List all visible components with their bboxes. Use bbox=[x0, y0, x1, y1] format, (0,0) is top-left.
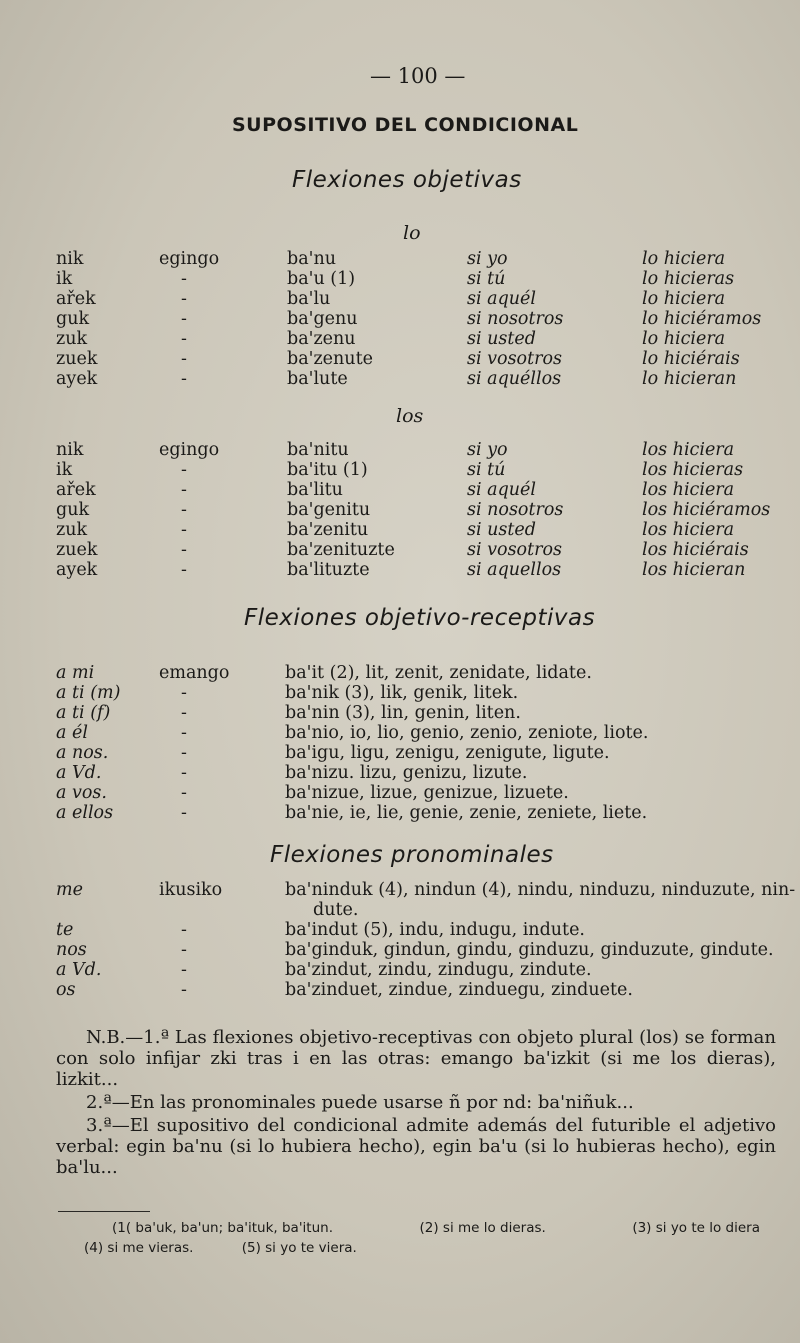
meaning-cell: los hiciera bbox=[642, 480, 735, 500]
verb-cell: - bbox=[181, 920, 187, 940]
forms-text: ba'it (2), lit, zenit, zenidate, lidate. bbox=[285, 663, 592, 683]
table-row bbox=[56, 783, 648, 803]
form-cell: ba'lu bbox=[287, 289, 331, 309]
forms-cell bbox=[285, 920, 795, 940]
forms-text: ba'ninduk (4), nindun (4), nindu, ninduzu, ninduzute, nin- bbox=[285, 880, 796, 900]
table-row bbox=[56, 940, 795, 960]
verb-cell: egingo bbox=[159, 249, 220, 269]
form-cell: ba'zenu bbox=[287, 329, 356, 349]
table-row bbox=[56, 723, 648, 743]
recipient-cell: a ti (f) bbox=[56, 703, 111, 723]
meaning-cell: los hicieran bbox=[642, 560, 746, 580]
verb-cell: - bbox=[181, 783, 187, 803]
forms-cell bbox=[285, 743, 648, 763]
note-2: 2.ª—En las pronominales puede usarse ñ por nd: ba'niñuk... bbox=[86, 1092, 634, 1113]
form-cell: ba'nitu bbox=[287, 440, 349, 460]
forms-text: ba'ginduk, gindun, gindu, ginduzu, ginduzute, gindute. bbox=[285, 940, 774, 960]
meaning-cell: los hicieras bbox=[642, 460, 744, 480]
si-cell: si usted bbox=[467, 329, 536, 349]
si-cell: si nosotros bbox=[467, 309, 564, 329]
footnote-divider bbox=[58, 1211, 150, 1212]
forms-text: ba'nizue, lizue, genizue, lizuete. bbox=[285, 783, 569, 803]
verb-cell: - bbox=[181, 500, 187, 520]
note-1: N.B.—1.ª Las flexiones objetivo-receptivas con objeto plural (los) se forman con solo infijar zki tras i en las otras: emango ba'izkit (si me los dieras), lizkit... bbox=[56, 1027, 776, 1090]
verb-cell: ikusiko bbox=[159, 880, 223, 900]
meaning-cell: lo hiciérais bbox=[642, 349, 740, 369]
form-cell: ba'u (1) bbox=[287, 269, 356, 289]
recipient-cell: a ti (m) bbox=[56, 683, 121, 703]
group-heading-los: los bbox=[396, 405, 424, 427]
table-row bbox=[56, 480, 770, 500]
subject-cell: zuk bbox=[56, 329, 88, 349]
si-cell: si vosotros bbox=[467, 349, 562, 369]
subject-cell: guk bbox=[56, 500, 90, 520]
forms-text: ba'igu, ligu, zenigu, zenigute, ligute. bbox=[285, 743, 610, 763]
conjugation-table-los bbox=[56, 440, 770, 580]
verb-cell: - bbox=[181, 723, 187, 743]
form-cell: ba'nu bbox=[287, 249, 336, 269]
footnote-5: (5) si yo te viera. bbox=[241, 1240, 357, 1256]
table-row bbox=[56, 803, 648, 823]
verb-cell: - bbox=[181, 269, 187, 289]
form-cell: ba'genitu bbox=[287, 500, 371, 520]
si-cell: si aquél bbox=[467, 480, 537, 500]
verb-cell: - bbox=[181, 560, 187, 580]
meaning-cell: lo hiciera bbox=[642, 289, 726, 309]
table-row bbox=[56, 663, 648, 683]
table-row bbox=[56, 309, 761, 329]
page-title: SUPOSITIVO DEL CONDICIONAL bbox=[232, 114, 579, 136]
form-cell: ba'zenituzte bbox=[287, 540, 395, 560]
section-heading-objetivas: Flexiones objetivas bbox=[292, 167, 522, 193]
forms-cell bbox=[285, 803, 648, 823]
verb-cell: - bbox=[181, 309, 187, 329]
si-cell: si usted bbox=[467, 520, 536, 540]
footnote-1: (1( ba'uk, ba'un; ba'ituk, ba'itun. bbox=[112, 1220, 333, 1236]
conjugation-table-lo bbox=[56, 249, 761, 389]
forms-cell bbox=[285, 960, 795, 980]
subject-cell: ařek bbox=[56, 480, 96, 500]
forms-cell bbox=[285, 880, 795, 920]
recipient-cell: a ellos bbox=[56, 803, 114, 823]
table-row bbox=[56, 683, 648, 703]
forms-cell bbox=[285, 683, 648, 703]
forms-text: ba'nizu. lizu, genizu, lizute. bbox=[285, 763, 528, 783]
verb-cell: - bbox=[181, 540, 187, 560]
verb-cell: egingo bbox=[159, 440, 220, 460]
verb-cell: - bbox=[181, 460, 187, 480]
form-cell: ba'zenitu bbox=[287, 520, 369, 540]
forms-text: ba'zinduet, zindue, zinduegu, zinduete. bbox=[285, 980, 633, 1000]
section-heading-pronominales: Flexiones pronominales bbox=[270, 842, 554, 868]
si-cell: si yo bbox=[467, 440, 508, 460]
table-row bbox=[56, 500, 770, 520]
verb-cell: - bbox=[181, 743, 187, 763]
forms-continuation: dute. bbox=[313, 900, 359, 920]
si-cell: si nosotros bbox=[467, 500, 564, 520]
verb-cell: - bbox=[181, 329, 187, 349]
forms-cell bbox=[285, 703, 648, 723]
meaning-cell: los hiciéramos bbox=[642, 500, 771, 520]
forms-cell bbox=[285, 663, 648, 683]
table-row bbox=[56, 520, 770, 540]
group-heading-lo: lo bbox=[403, 222, 421, 244]
si-cell: si aquéllos bbox=[467, 369, 562, 389]
verb-cell: - bbox=[181, 369, 187, 389]
recipient-cell: a nos. bbox=[56, 743, 109, 763]
verb-cell: - bbox=[181, 683, 187, 703]
form-cell: ba'genu bbox=[287, 309, 358, 329]
table-row bbox=[56, 369, 761, 389]
verb-cell: - bbox=[181, 960, 187, 980]
si-cell: si tú bbox=[467, 269, 506, 289]
forms-text: ba'nie, ie, lie, genie, zenie, zeniete, liete. bbox=[285, 803, 648, 823]
table-row bbox=[56, 249, 761, 269]
recipient-cell: a Vd. bbox=[56, 960, 102, 980]
subject-cell: ayek bbox=[56, 560, 98, 580]
recipient-cell: os bbox=[56, 980, 76, 1000]
table-row bbox=[56, 960, 795, 980]
receptivas-table bbox=[56, 663, 648, 823]
verb-cell: - bbox=[181, 703, 187, 723]
meaning-cell: lo hiciera bbox=[642, 249, 726, 269]
verb-cell: - bbox=[181, 349, 187, 369]
table-row bbox=[56, 703, 648, 723]
forms-cell bbox=[285, 940, 795, 960]
footnote-2: (2) si me lo dieras. bbox=[419, 1220, 546, 1236]
forms-text: ba'nio, io, lio, genio, zenio, zeniote, liote. bbox=[285, 723, 649, 743]
verb-cell: emango bbox=[159, 663, 230, 683]
forms-cell bbox=[285, 980, 795, 1000]
table-row bbox=[56, 349, 761, 369]
subject-cell: guk bbox=[56, 309, 90, 329]
pronominales-table bbox=[56, 880, 795, 1000]
meaning-cell: los hiciera bbox=[642, 440, 735, 460]
forms-text: ba'nin (3), lin, genin, liten. bbox=[285, 703, 521, 723]
subject-cell: ik bbox=[56, 460, 73, 480]
table-row bbox=[56, 880, 795, 920]
forms-cell bbox=[285, 763, 648, 783]
table-row bbox=[56, 460, 770, 480]
table-row bbox=[56, 289, 761, 309]
table-row bbox=[56, 440, 770, 460]
meaning-cell: los hiciérais bbox=[642, 540, 749, 560]
si-cell: si aquél bbox=[467, 289, 537, 309]
verb-cell: - bbox=[181, 803, 187, 823]
si-cell: si tú bbox=[467, 460, 506, 480]
forms-cell bbox=[285, 783, 648, 803]
subject-cell: ayek bbox=[56, 369, 98, 389]
verb-cell: - bbox=[181, 480, 187, 500]
table-row bbox=[56, 269, 761, 289]
page-number: — 100 — bbox=[370, 64, 466, 88]
recipient-cell: a vos. bbox=[56, 783, 107, 803]
si-cell: si vosotros bbox=[467, 540, 562, 560]
verb-cell: - bbox=[181, 289, 187, 309]
table-row bbox=[56, 560, 770, 580]
footnotes bbox=[56, 1218, 776, 1258]
recipient-cell: te bbox=[56, 920, 74, 940]
subject-cell: zuk bbox=[56, 520, 88, 540]
verb-cell: - bbox=[181, 763, 187, 783]
table-row bbox=[56, 743, 648, 763]
form-cell: ba'itu (1) bbox=[287, 460, 368, 480]
meaning-cell: lo hicieran bbox=[642, 369, 737, 389]
subject-cell: zuek bbox=[56, 540, 98, 560]
form-cell: ba'zenute bbox=[287, 349, 373, 369]
subject-cell: ik bbox=[56, 269, 73, 289]
recipient-cell: nos bbox=[56, 940, 87, 960]
meaning-cell: lo hiciera bbox=[642, 329, 726, 349]
form-cell: ba'litu bbox=[287, 480, 343, 500]
recipient-cell: a Vd. bbox=[56, 763, 102, 783]
verb-cell: - bbox=[181, 940, 187, 960]
si-cell: si aquellos bbox=[467, 560, 562, 580]
recipient-cell: me bbox=[56, 880, 83, 900]
meaning-cell: los hiciera bbox=[642, 520, 735, 540]
subject-cell: zuek bbox=[56, 349, 98, 369]
subject-cell: ařek bbox=[56, 289, 96, 309]
section-heading-receptivas: Flexiones objetivo-receptivas bbox=[244, 605, 596, 631]
footnote-4: (4) si me vieras. bbox=[84, 1240, 194, 1256]
table-row bbox=[56, 329, 761, 349]
subject-cell: nik bbox=[56, 440, 84, 460]
forms-text: ba'indut (5), indu, indugu, indute. bbox=[285, 920, 585, 940]
form-cell: ba'lituzte bbox=[287, 560, 370, 580]
note-3: 3.ª—El supositivo del condicional admite además del futurible el adjetivo verbal: egin ba'nu (si lo hubiera hecho), egin ba'u (si lo hubieras hecho), egin ba'lu... bbox=[56, 1115, 776, 1178]
recipient-cell: a mi bbox=[56, 663, 95, 683]
verb-cell: - bbox=[181, 980, 187, 1000]
table-row bbox=[56, 920, 795, 940]
notes-block bbox=[56, 1027, 776, 1178]
recipient-cell: a él bbox=[56, 723, 88, 743]
si-cell: si yo bbox=[467, 249, 508, 269]
form-cell: ba'lute bbox=[287, 369, 348, 389]
table-row bbox=[56, 763, 648, 783]
table-row bbox=[56, 980, 795, 1000]
verb-cell: - bbox=[181, 520, 187, 540]
meaning-cell: lo hicieras bbox=[642, 269, 735, 289]
table-row bbox=[56, 540, 770, 560]
meaning-cell: lo hiciéramos bbox=[642, 309, 762, 329]
forms-text: ba'zindut, zindu, zindugu, zindute. bbox=[285, 960, 592, 980]
footnote-3: (3) si yo te lo diera bbox=[632, 1220, 760, 1236]
forms-cell bbox=[285, 723, 648, 743]
subject-cell: nik bbox=[56, 249, 84, 269]
forms-text: ba'nik (3), lik, genik, litek. bbox=[285, 683, 519, 703]
